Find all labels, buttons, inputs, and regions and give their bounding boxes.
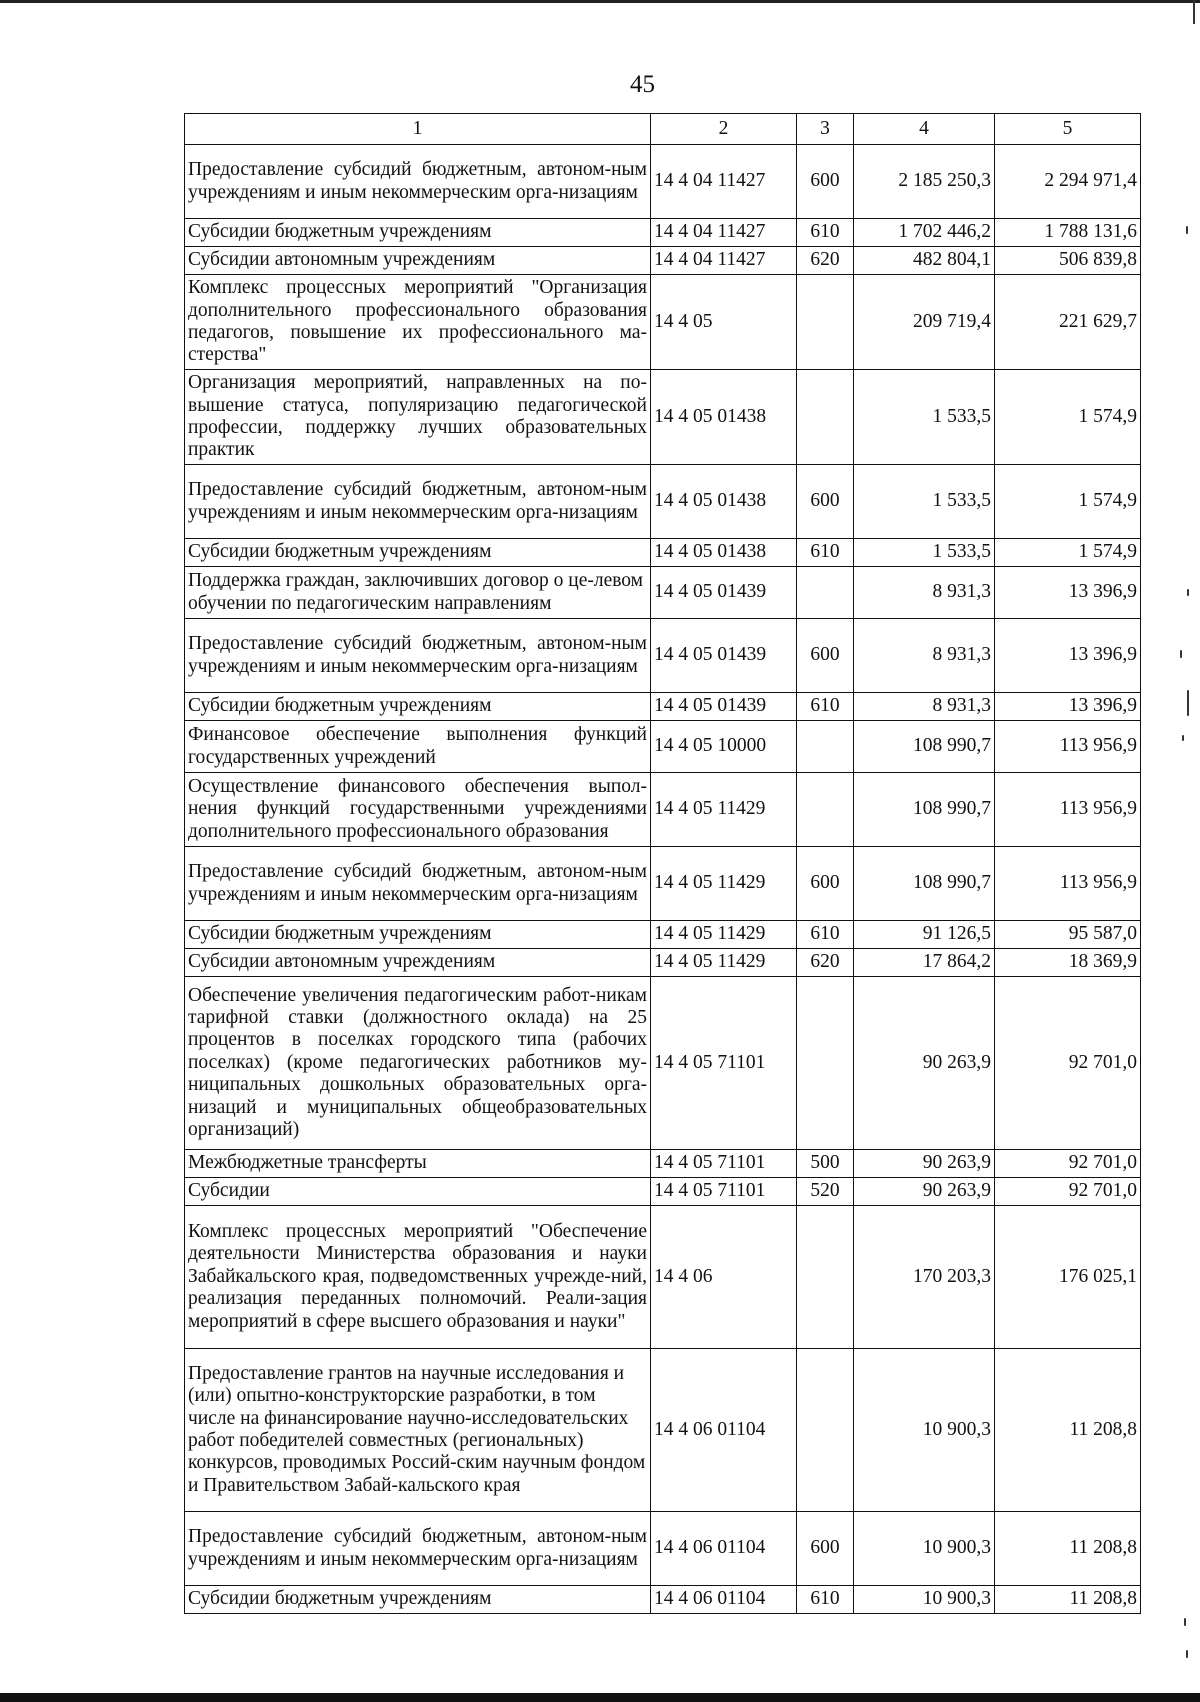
row-code-cell: 14 4 05 01438	[651, 370, 797, 465]
header-col-5: 5	[995, 114, 1141, 145]
row-year1-amount-cell: 108 990,7	[854, 721, 995, 773]
row-year1-amount-cell: 170 203,3	[854, 1206, 995, 1349]
header-row	[185, 114, 1141, 145]
scan-speck	[1184, 1618, 1186, 1626]
row-year1-amount-cell: 90 263,9	[854, 1178, 995, 1206]
row-year2-amount-cell: 11 208,8	[995, 1349, 1141, 1512]
row-year2-amount-cell: 113 956,9	[995, 721, 1141, 773]
row-name-cell: Субсидии автономным учреждениям	[185, 247, 651, 275]
row-code-cell: 14 4 04 11427	[651, 145, 797, 219]
row-code-cell: 14 4 05 71101	[651, 1178, 797, 1206]
row-year1-amount-cell: 17 864,2	[854, 949, 995, 977]
row-name-cell: Субсидии бюджетным учреждениям	[185, 219, 651, 247]
row-year1-amount-cell: 10 900,3	[854, 1512, 995, 1586]
row-type-cell: 610	[797, 1586, 854, 1614]
row-year1-amount-cell: 90 263,9	[854, 1150, 995, 1178]
row-name-cell: Субсидии бюджетным учреждениям	[185, 693, 651, 721]
row-year2-amount-cell: 92 701,0	[995, 977, 1141, 1150]
row-name-cell: Предоставление грантов на научные исследования и (или) опытно-конструкторские разработки, в том числе на финансирование научно-исследовательских работ победителей совместных (региональных) конкурсов, проводимых Россий-ским научным фондом и Правительством Забай-кальского края	[185, 1349, 651, 1512]
row-name-cell: Предоставление субсидий бюджетным, автоном-ным учреждениям и иным некоммерческим орга-низациям	[185, 145, 651, 219]
row-type-cell	[797, 1349, 854, 1512]
row-year2-amount-cell: 13 396,9	[995, 619, 1141, 693]
table-row	[185, 465, 1141, 539]
table-row	[185, 773, 1141, 847]
row-type-cell: 610	[797, 693, 854, 721]
row-year1-amount-cell: 8 931,3	[854, 619, 995, 693]
row-year2-amount-cell: 11 208,8	[995, 1586, 1141, 1614]
row-name-cell: Субсидии	[185, 1178, 651, 1206]
row-type-cell: 610	[797, 539, 854, 567]
row-year2-amount-cell: 221 629,7	[995, 275, 1141, 370]
row-year1-amount-cell: 10 900,3	[854, 1586, 995, 1614]
row-code-cell: 14 4 06 01104	[651, 1512, 797, 1586]
row-year1-amount-cell: 91 126,5	[854, 921, 995, 949]
header-col-3: 3	[797, 114, 854, 145]
row-type-cell: 620	[797, 247, 854, 275]
row-year1-amount-cell: 108 990,7	[854, 773, 995, 847]
page-number: 45	[630, 71, 655, 98]
row-type-cell: 500	[797, 1150, 854, 1178]
row-type-cell: 620	[797, 949, 854, 977]
row-year2-amount-cell: 1 574,9	[995, 539, 1141, 567]
row-type-cell: 610	[797, 219, 854, 247]
table-row	[185, 1206, 1141, 1349]
table-row	[185, 370, 1141, 465]
row-year1-amount-cell: 10 900,3	[854, 1349, 995, 1512]
row-code-cell: 14 4 06 01104	[651, 1349, 797, 1512]
header-col-4: 4	[854, 114, 995, 145]
row-name-cell: Предоставление субсидий бюджетным, автоном-ным учреждениям и иным некоммерческим орга-низациям	[185, 1512, 651, 1586]
row-name-cell: Межбюджетные трансферты	[185, 1150, 651, 1178]
row-type-cell	[797, 721, 854, 773]
row-code-cell: 14 4 05 10000	[651, 721, 797, 773]
table-row	[185, 619, 1141, 693]
row-name-cell: Организация мероприятий, направленных на по-вышение статуса, популяризацию педагогической профессии, поддержку лучших образовательных практик	[185, 370, 651, 465]
row-year2-amount-cell: 176 025,1	[995, 1206, 1141, 1349]
row-code-cell: 14 4 05 11429	[651, 773, 797, 847]
row-name-cell: Предоставление субсидий бюджетным, автоном-ным учреждениям и иным некоммерческим орга-низациям	[185, 619, 651, 693]
row-type-cell	[797, 773, 854, 847]
scan-speck	[1180, 650, 1182, 658]
scan-speck	[1187, 589, 1189, 596]
row-year2-amount-cell: 1 574,9	[995, 370, 1141, 465]
row-type-cell	[797, 370, 854, 465]
row-type-cell	[797, 977, 854, 1150]
row-year1-amount-cell: 1 533,5	[854, 370, 995, 465]
table-row	[185, 721, 1141, 773]
table-row	[185, 921, 1141, 949]
row-year1-amount-cell: 209 719,4	[854, 275, 995, 370]
row-year2-amount-cell: 92 701,0	[995, 1178, 1141, 1206]
row-type-cell	[797, 275, 854, 370]
table-row	[185, 949, 1141, 977]
table-row	[185, 693, 1141, 721]
row-year1-amount-cell: 8 931,3	[854, 567, 995, 619]
row-year1-amount-cell: 108 990,7	[854, 847, 995, 921]
table-row	[185, 275, 1141, 370]
header-col-2: 2	[651, 114, 797, 145]
row-code-cell: 14 4 05	[651, 275, 797, 370]
row-name-cell: Поддержка граждан, заключивших договор о це-левом обучении по педагогическим направлениям	[185, 567, 651, 619]
row-type-cell: 520	[797, 1178, 854, 1206]
row-name-cell: Комплекс процессных мероприятий "Организация дополнительного профессионального образования педагогов, повышение их профессионального ма-стерства"	[185, 275, 651, 370]
row-year2-amount-cell: 2 294 971,4	[995, 145, 1141, 219]
row-year2-amount-cell: 11 208,8	[995, 1512, 1141, 1586]
row-name-cell: Финансовое обеспечение выполнения функций государственных учреждений	[185, 721, 651, 773]
row-code-cell: 14 4 06	[651, 1206, 797, 1349]
row-code-cell: 14 4 05 01439	[651, 619, 797, 693]
row-type-cell: 600	[797, 145, 854, 219]
budget-table	[184, 113, 1141, 1614]
scan-speck	[1182, 735, 1184, 741]
row-type-cell: 600	[797, 465, 854, 539]
header-col-1: 1	[185, 114, 651, 145]
row-year1-amount-cell: 8 931,3	[854, 693, 995, 721]
row-code-cell: 14 4 04 11427	[651, 219, 797, 247]
row-name-cell: Предоставление субсидий бюджетным, автоном-ным учреждениям и иным некоммерческим орга-низациям	[185, 465, 651, 539]
row-code-cell: 14 4 05 01439	[651, 693, 797, 721]
table-row	[185, 977, 1141, 1150]
row-year1-amount-cell: 482 804,1	[854, 247, 995, 275]
row-type-cell: 600	[797, 847, 854, 921]
row-name-cell: Обеспечение увеличения педагогическим работ-никам тарифной ставки (должностного оклада) на 25 процентов в поселках городского типа (рабочих поселках) (кроме педагогических работников му-ниципальных дошкольных образовательных орга-низаций и муниципальных общеобразовательных организаций)	[185, 977, 651, 1150]
row-year2-amount-cell: 113 956,9	[995, 847, 1141, 921]
table-row	[185, 1512, 1141, 1586]
scan-top-edge	[0, 0, 1200, 3]
row-year2-amount-cell: 506 839,8	[995, 247, 1141, 275]
row-name-cell: Комплекс процессных мероприятий "Обеспечение деятельности Министерства образования и науки Забайкальского края, подведомственных учрежде-ний, реализация переданных полномочий. Реали-зация мероприятий в сфере высшего образования и науки"	[185, 1206, 651, 1349]
scan-speck	[1186, 226, 1188, 234]
row-code-cell: 14 4 05 01439	[651, 567, 797, 619]
row-name-cell: Субсидии автономным учреждениям	[185, 949, 651, 977]
table-row	[185, 219, 1141, 247]
row-code-cell: 14 4 04 11427	[651, 247, 797, 275]
row-year2-amount-cell: 13 396,9	[995, 693, 1141, 721]
row-type-cell: 610	[797, 921, 854, 949]
scan-speck	[1187, 690, 1189, 716]
table-row	[185, 1586, 1141, 1614]
row-year1-amount-cell: 1 533,5	[854, 465, 995, 539]
table-row	[185, 1178, 1141, 1206]
row-name-cell: Осуществление финансового обеспечения выпол-нения функций государственными учреждениями дополнительного профессионального образования	[185, 773, 651, 847]
row-name-cell: Субсидии бюджетным учреждениям	[185, 539, 651, 567]
row-code-cell: 14 4 05 71101	[651, 1150, 797, 1178]
row-name-cell: Субсидии бюджетным учреждениям	[185, 1586, 651, 1614]
row-code-cell: 14 4 05 01438	[651, 539, 797, 567]
row-year1-amount-cell: 1 702 446,2	[854, 219, 995, 247]
scan-speck	[1186, 1650, 1188, 1658]
table-row	[185, 567, 1141, 619]
row-code-cell: 14 4 06 01104	[651, 1586, 797, 1614]
table-row	[185, 1349, 1141, 1512]
row-year1-amount-cell: 2 185 250,3	[854, 145, 995, 219]
table-row	[185, 847, 1141, 921]
row-year1-amount-cell: 90 263,9	[854, 977, 995, 1150]
row-year2-amount-cell: 113 956,9	[995, 773, 1141, 847]
row-code-cell: 14 4 05 11429	[651, 949, 797, 977]
row-type-cell: 600	[797, 619, 854, 693]
row-code-cell: 14 4 05 71101	[651, 977, 797, 1150]
table-row	[185, 1150, 1141, 1178]
table-row	[185, 539, 1141, 567]
table-row	[185, 247, 1141, 275]
row-type-cell	[797, 1206, 854, 1349]
scan-bottom-edge	[0, 1693, 1200, 1702]
row-code-cell: 14 4 05 01438	[651, 465, 797, 539]
row-type-cell: 600	[797, 1512, 854, 1586]
row-year2-amount-cell: 18 369,9	[995, 949, 1141, 977]
row-year2-amount-cell: 13 396,9	[995, 567, 1141, 619]
row-name-cell: Предоставление субсидий бюджетным, автоном-ным учреждениям и иным некоммерческим орга-низациям	[185, 847, 651, 921]
row-year2-amount-cell: 92 701,0	[995, 1150, 1141, 1178]
row-code-cell: 14 4 05 11429	[651, 921, 797, 949]
scan-right-mark	[1193, 0, 1195, 24]
row-code-cell: 14 4 05 11429	[651, 847, 797, 921]
row-year1-amount-cell: 1 533,5	[854, 539, 995, 567]
table-row	[185, 145, 1141, 219]
row-type-cell	[797, 567, 854, 619]
row-year2-amount-cell: 1 788 131,6	[995, 219, 1141, 247]
row-name-cell: Субсидии бюджетным учреждениям	[185, 921, 651, 949]
row-year2-amount-cell: 95 587,0	[995, 921, 1141, 949]
row-year2-amount-cell: 1 574,9	[995, 465, 1141, 539]
